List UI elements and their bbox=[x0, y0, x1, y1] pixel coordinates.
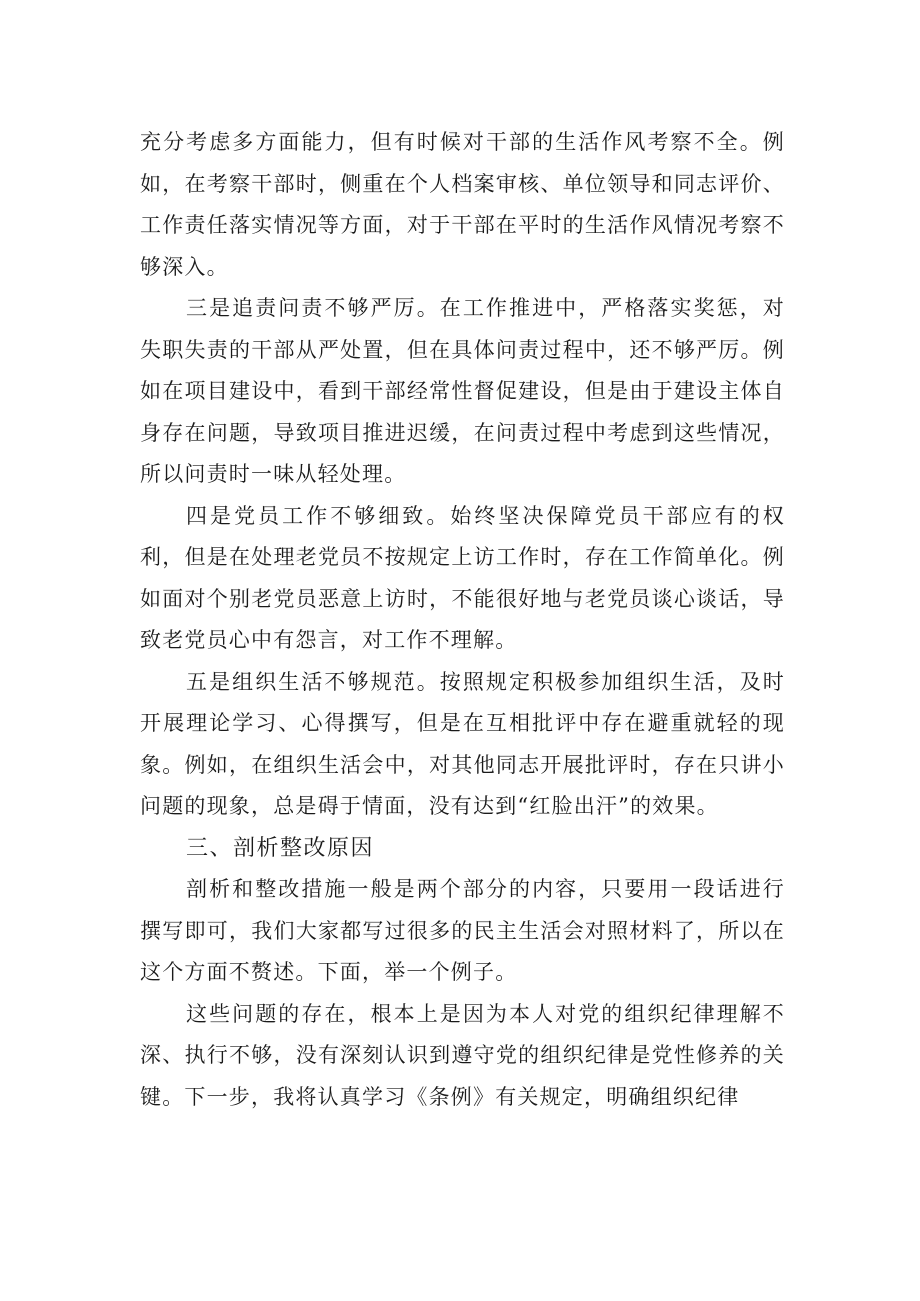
paragraph-root-cause: 这些问题的存在，根本上是因为本人对党的组织纪律理解不深、执行不够，没有深刻认识到遵守党的组织纪律是党性修养的关键。下一步，我将认真学习《条例》有关规定，明确组织纪律 bbox=[140, 1001, 785, 1109]
paragraph-profile-review: 充分考虑多方面能力，但有时候对干部的生活作风考察不全。例如，在考察干部时，侧重在个人档案审核、单位领导和同志评价、工作责任落实情况等方面，对于干部在平时的生活作风情况考察不够深入。 bbox=[140, 130, 785, 279]
document-page bbox=[140, 122, 785, 1118]
paragraph-accountability: 三是追责问责不够严厉。在工作推进中，严格落实奖惩，对失职失责的干部从严处置，但在具体问责过程中，还不够严厉。例如在项目建设中，看到干部经常性督促建设，但是由于建设主体自身存在问题，导致项目推进迟缓，在问责过程中考虑到这些情况，所以问责时一味从轻处理。 bbox=[140, 296, 785, 486]
section-heading: 三、剖析整改原因 bbox=[186, 835, 375, 861]
paragraph-organizational-life: 五是组织生活不够规范。按照规定积极参加组织生活，及时开展理论学习、心得撰写，但是在互相批评中存在避重就轻的现象。例如，在组织生活会中，对其他同志开展批评时，存在只讲小问题的现象，总是碍于情面，没有达到“红脸出汗”的效果。 bbox=[140, 669, 785, 818]
paragraph-party-member-work: 四是党员工作不够细致。始终坚决保障党员干部应有的权利，但是在处理老党员不按规定上访工作时，存在工作简单化。例如面对个别老党员恶意上访时，不能很好地与老党员谈心谈话，导致老党员心中有怨言，对工作不理解。 bbox=[140, 503, 785, 652]
paragraph-analysis-intro: 剖析和整改措施一般是两个部分的内容，只要用一段话进行撰写即可，我们大家都写过很多的民主生活会对照材料了，所以在这个方面不赘述。下面，举一个例子。 bbox=[140, 877, 785, 984]
